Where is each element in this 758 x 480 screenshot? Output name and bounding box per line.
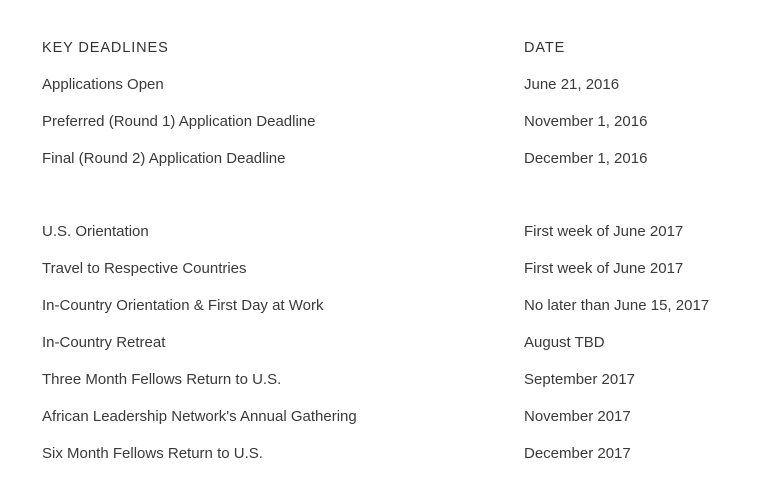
table-header-row bbox=[42, 37, 742, 59]
table-row bbox=[42, 332, 742, 354]
date-cell: No later than June 15, 2017 bbox=[524, 297, 710, 314]
event-cell: In-Country Retreat bbox=[42, 334, 166, 351]
table-row bbox=[42, 148, 742, 170]
event-cell: Final (Round 2) Application Deadline bbox=[42, 150, 286, 167]
event-cell: Applications Open bbox=[42, 76, 164, 93]
event-cell: Three Month Fellows Return to U.S. bbox=[42, 371, 282, 388]
date-cell: First week of June 2017 bbox=[524, 260, 684, 277]
date-cell: August TBD bbox=[524, 334, 605, 351]
table-row bbox=[42, 258, 742, 280]
event-cell: Travel to Respective Countries bbox=[42, 260, 247, 277]
event-cell: U.S. Orientation bbox=[42, 223, 149, 240]
date-cell: September 2017 bbox=[524, 371, 635, 388]
table-row bbox=[42, 111, 742, 133]
date-cell: First week of June 2017 bbox=[524, 223, 684, 240]
date-cell: December 2017 bbox=[524, 445, 631, 462]
key-deadlines-column-header: KEY DEADLINES bbox=[42, 40, 169, 56]
table-row bbox=[42, 443, 742, 465]
date-column-header: DATE bbox=[524, 40, 566, 56]
date-cell: December 1, 2016 bbox=[524, 150, 648, 167]
table-row bbox=[42, 74, 742, 96]
event-cell: Six Month Fellows Return to U.S. bbox=[42, 445, 263, 462]
table-row bbox=[42, 221, 742, 243]
event-cell: Preferred (Round 1) Application Deadline bbox=[42, 113, 316, 130]
event-cell: In-Country Orientation & First Day at Work bbox=[42, 297, 324, 314]
table-row bbox=[42, 369, 742, 391]
event-cell: African Leadership Network's Annual Gathering bbox=[42, 408, 357, 425]
date-cell: November 1, 2016 bbox=[524, 113, 648, 130]
table-row bbox=[42, 406, 742, 428]
date-cell: November 2017 bbox=[524, 408, 631, 425]
table-row bbox=[42, 295, 742, 317]
date-cell: June 21, 2016 bbox=[524, 76, 620, 93]
